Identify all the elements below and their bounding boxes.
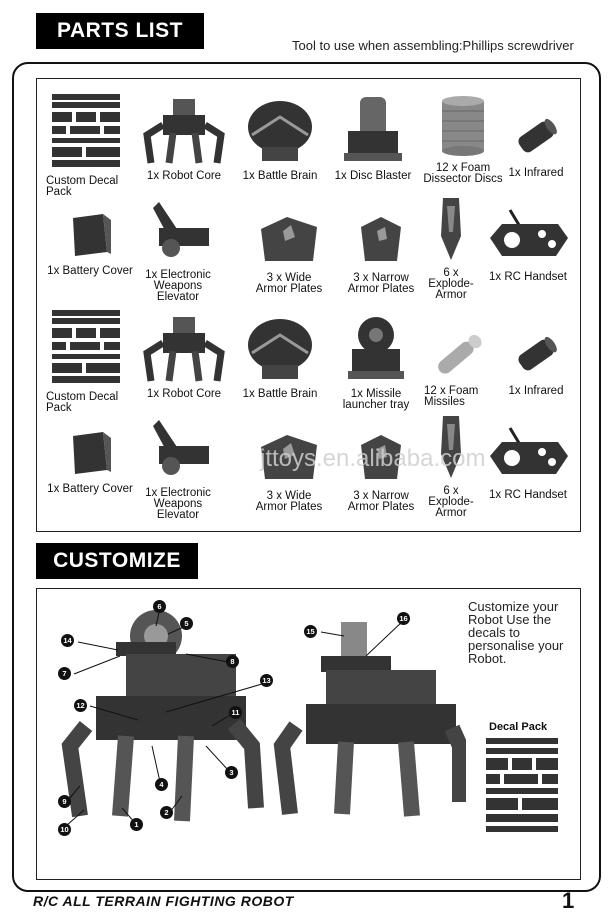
battery-cover-icon [67, 210, 113, 260]
callout: 12 [74, 699, 87, 712]
part-caption: 6 x Explode- Armor [428, 267, 474, 301]
part-caption: Custom Decal Pack [46, 175, 119, 198]
part-caption: 1x Battle Brain [242, 388, 318, 400]
callout: 7 [58, 667, 71, 680]
callout: 9 [58, 795, 71, 808]
parts-list-heading: PARTS LIST [36, 13, 204, 49]
part-caption: 6 x Explode- Armor [428, 485, 474, 519]
part-caption: 12 x Foam Missiles [424, 385, 479, 408]
customize-instructions: Customize your Robot Use the decals to personalise your Robot. [468, 599, 564, 666]
callout: 14 [61, 634, 74, 647]
narrow-armor-plate-icon [357, 215, 405, 267]
part-foam-discs [420, 95, 506, 185]
part-explode-armor [424, 196, 478, 301]
decal-sheet-icon [50, 92, 122, 170]
part-robot-core [140, 95, 228, 182]
weapons-elevator-icon [139, 198, 217, 264]
part-battery-cover [44, 428, 136, 495]
part-caption: 3 x Narrow Armor Plates [347, 272, 415, 295]
part-foam-missiles [424, 330, 494, 408]
disc-blaster-icon [342, 95, 404, 165]
battle-brain-icon [242, 95, 318, 165]
part-caption: 12 x Foam Dissector Discs [423, 162, 503, 185]
part-caption: 1x RC Handset [489, 271, 567, 283]
part-caption: 3 x Wide Armor Plates [255, 272, 323, 295]
part-caption: Custom Decal Pack [46, 391, 119, 414]
callout: 2 [160, 806, 173, 819]
callout: 6 [153, 600, 166, 613]
callout: 8 [226, 655, 239, 668]
battery-cover-icon [67, 428, 113, 478]
part-caption: 3 x Wide Armor Plates [255, 490, 323, 513]
robot-core-icon [143, 95, 225, 165]
part-rc-handset [486, 424, 570, 501]
callout: 4 [155, 778, 168, 791]
part-caption: 1x Disc Blaster [334, 170, 412, 182]
battle-brain-icon [242, 313, 318, 383]
part-caption: 1x Electronic Weapons Elevator [145, 487, 211, 521]
page-number: 1 [562, 888, 575, 913]
callout: 15 [304, 625, 317, 638]
part-robot-core [140, 313, 228, 400]
part-battle-brain [240, 313, 320, 400]
part-narrow-armor [340, 215, 422, 295]
part-caption: 1x Battle Brain [242, 170, 318, 182]
callout: 10 [58, 823, 71, 836]
callout: 1 [130, 818, 143, 831]
callout: 3 [225, 766, 238, 779]
decal-sheet-icon [50, 308, 122, 386]
rc-handset-icon [486, 424, 570, 484]
part-weapons-elevator [138, 198, 218, 303]
part-rc-handset [486, 206, 570, 283]
part-wide-armor [248, 215, 330, 295]
weapons-elevator-icon [139, 416, 217, 482]
part-caption: 1x Infrared [508, 167, 564, 179]
callout: 13 [260, 674, 273, 687]
part-decal-pack [46, 308, 126, 414]
part-infrared [504, 112, 568, 179]
part-caption: 1x Battery Cover [47, 265, 133, 277]
rc-handset-icon [486, 206, 570, 266]
decal-pack-sheet [484, 736, 560, 834]
part-decal-pack [46, 92, 126, 198]
part-caption: 1x Robot Core [146, 388, 222, 400]
customize-heading: CUSTOMIZE [36, 543, 198, 579]
tool-note: Tool to use when assembling:Phillips screwdriver [292, 38, 574, 53]
missile-launcher-tray-icon [344, 313, 408, 383]
part-caption: 1x RC Handset [489, 489, 567, 501]
part-disc-blaster [333, 95, 413, 182]
explode-armor-icon [439, 196, 463, 262]
callout: 11 [229, 706, 242, 719]
part-battle-brain [240, 95, 320, 182]
wide-armor-plate-icon [257, 215, 321, 267]
robot-illustration [56, 596, 466, 841]
part-caption: 1x Missile launcher tray [342, 388, 410, 411]
callout: 16 [397, 612, 410, 625]
watermark: jttoys.en.alibaba.com [260, 445, 486, 472]
part-caption: 1x Infrared [508, 385, 564, 397]
part-infrared [504, 330, 568, 397]
infrared-module-icon [514, 330, 558, 380]
part-weapons-elevator [138, 416, 218, 521]
robot-core-icon [143, 313, 225, 383]
part-caption: 1x Battery Cover [47, 483, 133, 495]
infrared-module-icon [514, 112, 558, 162]
footer-title: R/C ALL TERRAIN FIGHTING ROBOT [33, 893, 294, 909]
foam-disc-stack-icon [438, 95, 488, 157]
part-caption: 1x Robot Core [146, 170, 222, 182]
callout: 5 [180, 617, 193, 630]
part-caption: 1x Electronic Weapons Elevator [145, 269, 211, 303]
part-missile-tray [333, 313, 419, 411]
decal-pack-label: Decal Pack [489, 721, 548, 733]
part-battery-cover [44, 210, 136, 277]
part-caption: 3 x Narrow Armor Plates [347, 490, 415, 513]
foam-missile-icon [430, 330, 488, 380]
